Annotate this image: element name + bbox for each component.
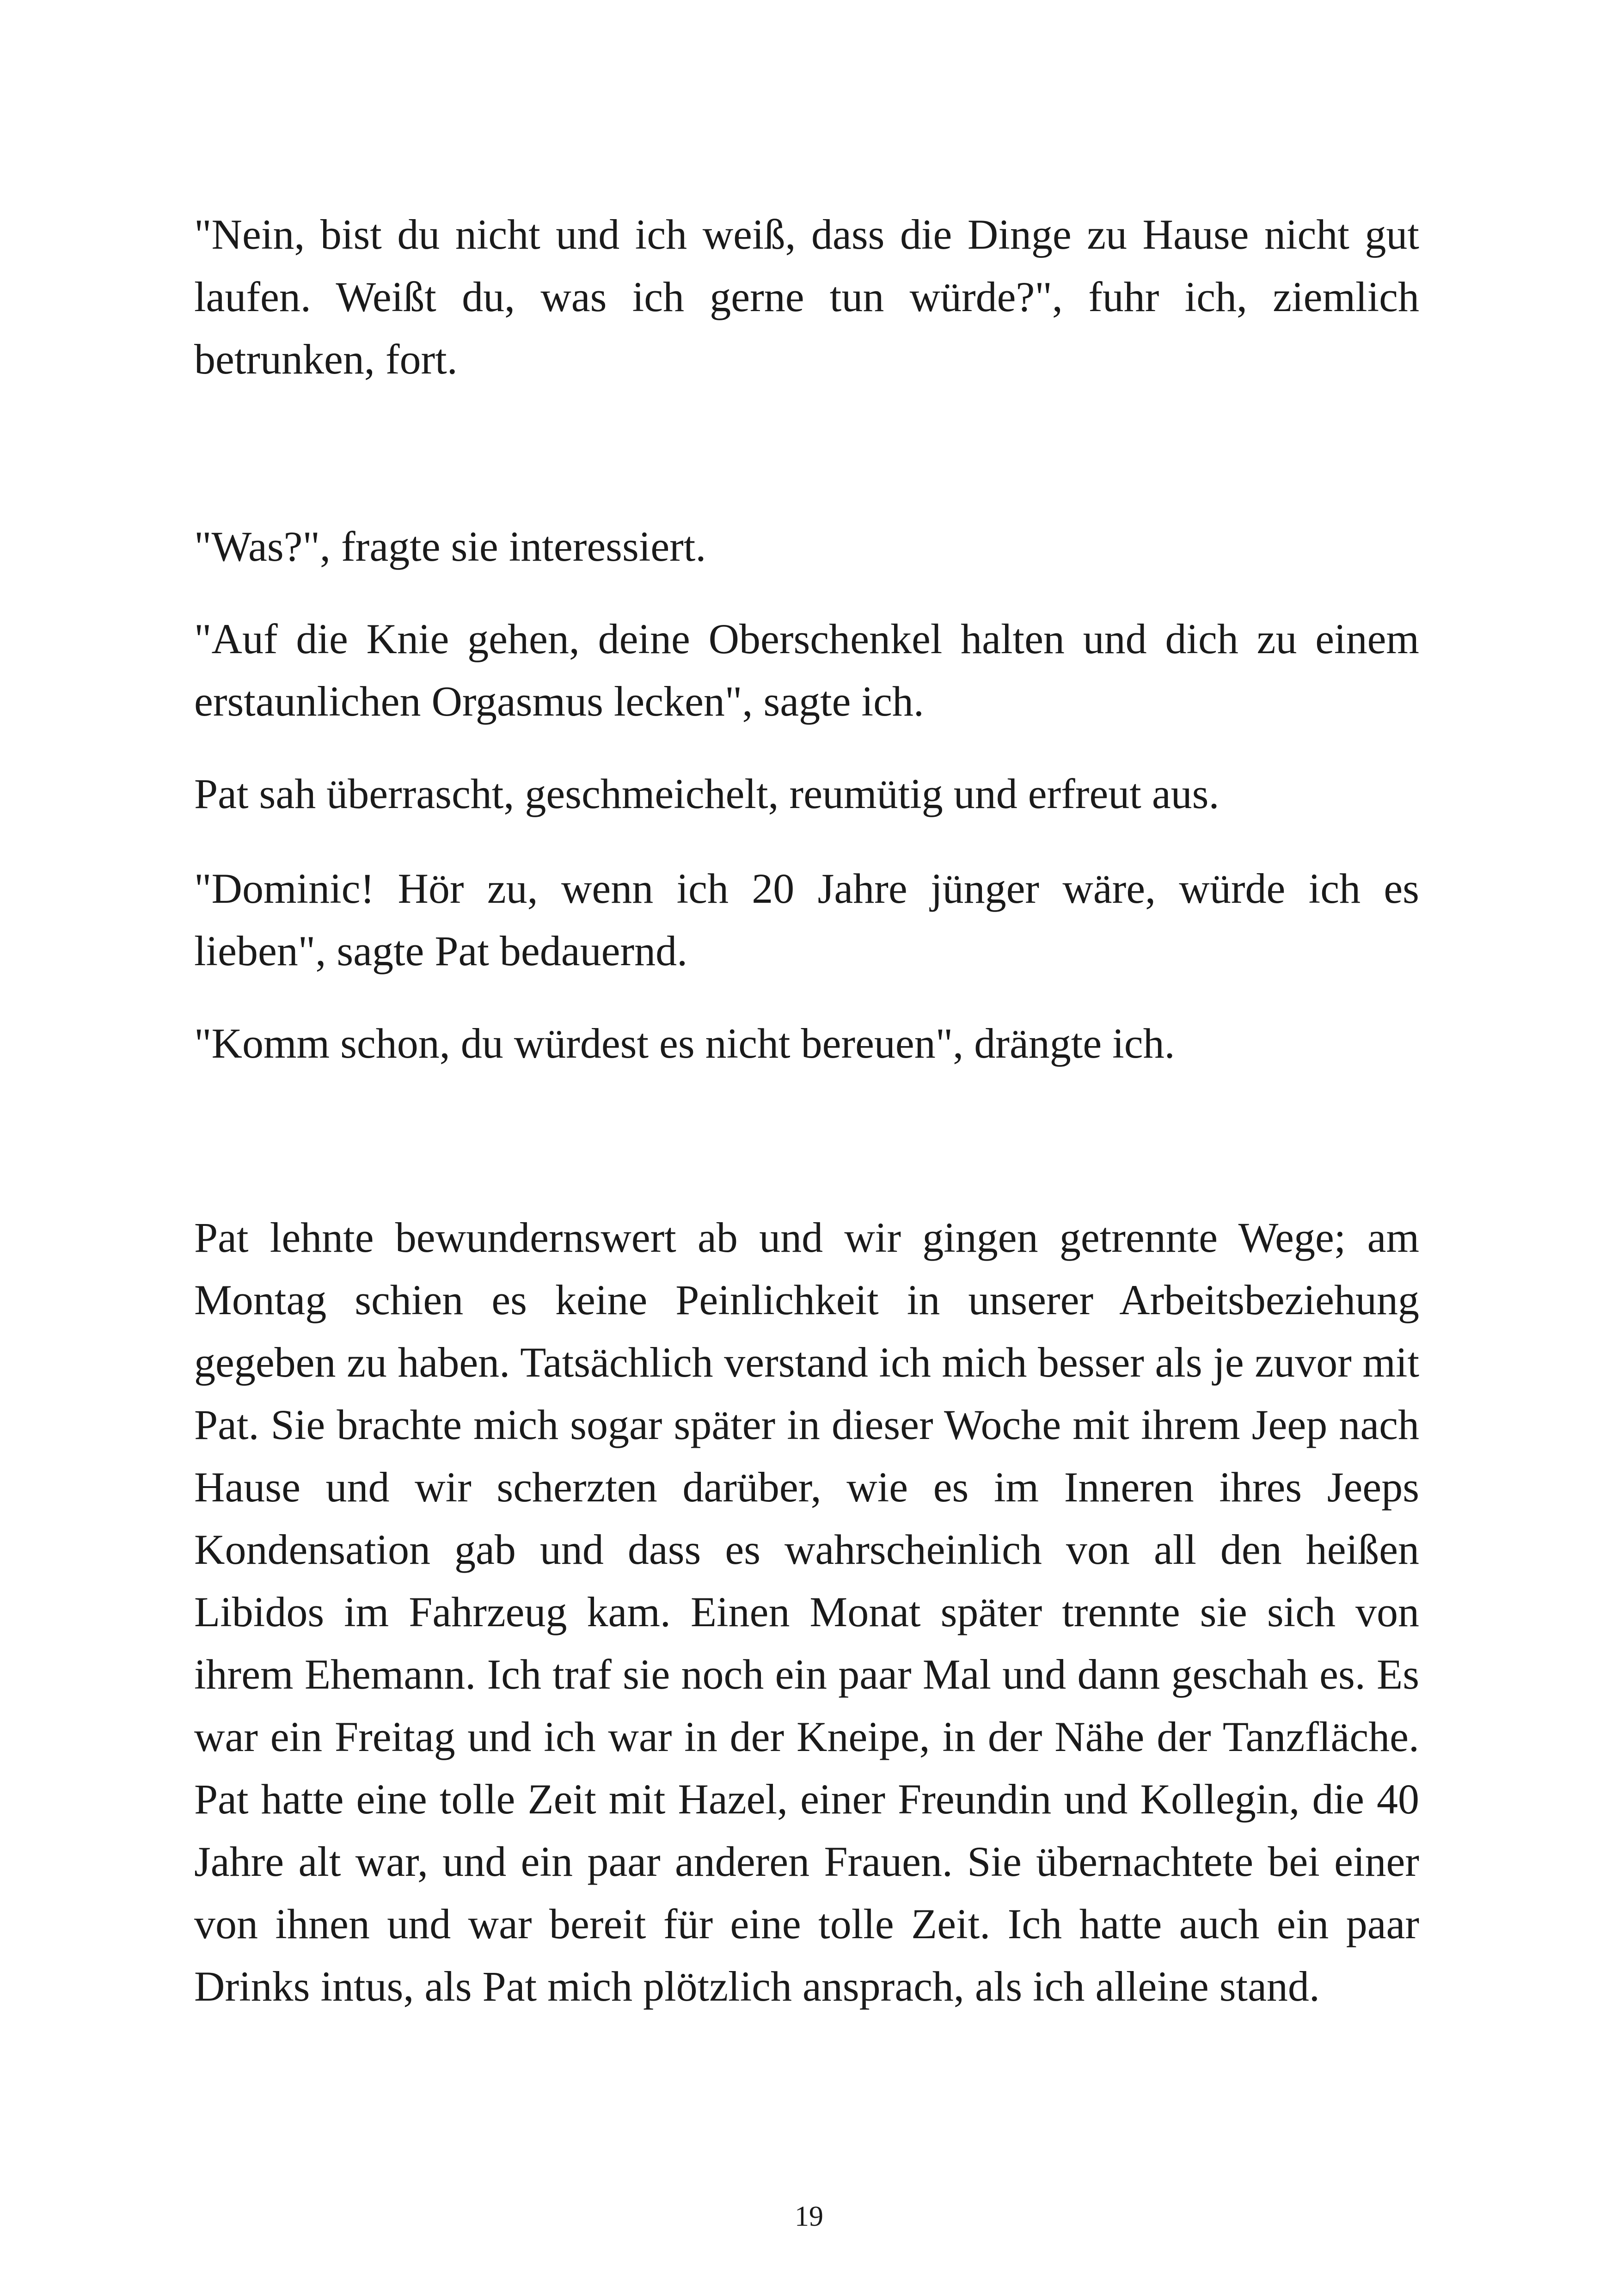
- paragraph-4: Pat sah überrascht, geschmeichelt, reumütig und erfreut aus.: [194, 770, 1220, 817]
- page-number: 19: [795, 2201, 823, 2232]
- paragraph-6: "Komm schon, du würdest es nicht bereuen", drängte ich.: [194, 1020, 1175, 1067]
- paragraph-2: "Was?", fragte sie interessiert.: [194, 523, 706, 570]
- paragraph-7: Pat lehnte bewundernswert ab und wir gingen getrennte Wege; am Montag schien es keine Peinlichkeit in unserer Arbeitsbeziehung gegeben zu haben. Tatsächlich verstand ich mich besser als je zuvor mit Pat. Sie brachte mich sogar später in dieser Woche mit ihrem Jeep nach Hause und wir scherzten darüber, wie es im Inneren ihres Jeeps Kondensation gab und dass es wahrscheinlich von all den heißen Libidos im Fahrzeug kam. Einen Monat später trennte sie sich von ihrem Ehemann. Ich traf sie noch ein paar Mal und dann geschah es. Es war ein Freitag und ich war in der Kneipe, in der Nähe der Tanzfläche. Pat hatte eine tolle Zeit mit Hazel, einer Freundin und Kollegin, die 40 Jahre alt war, und ein paar anderen Frauen. Sie übernachtete bei einer von ihnen und war bereit für eine tolle Zeit. Ich hatte auch ein paar Drinks intus, als Pat mich plötzlich ansprach, als ich alleine stand.: [194, 1214, 1419, 2010]
- paragraph-3: "Auf die Knie gehen, deine Oberschenkel halten und dich zu einem erstaunlichen Orgasmus lecken", sagte ich.: [194, 615, 1419, 725]
- paragraph-5: "Dominic! Hör zu, wenn ich 20 Jahre jünger wäre, würde ich es lieben", sagte Pat bedauernd.: [194, 865, 1419, 974]
- paragraph-1: "Nein, bist du nicht und ich weiß, dass die Dinge zu Hause nicht gut laufen. Weißt du, was ich gerne tun würde?", fuhr ich, ziemlich betrunken, fort.: [194, 211, 1419, 383]
